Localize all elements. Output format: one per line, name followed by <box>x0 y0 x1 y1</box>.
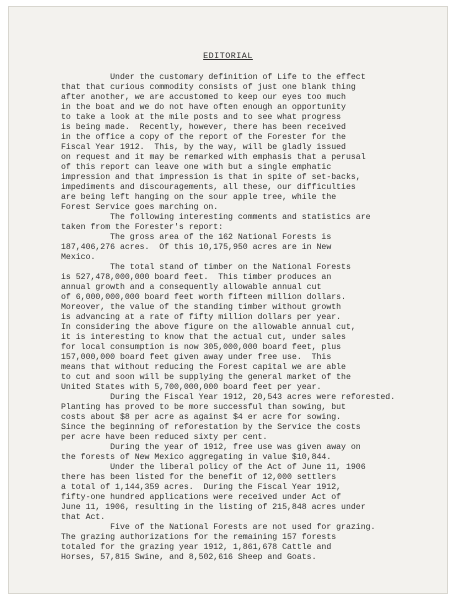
text-line: it is interesting to know that the actual cut, under sales <box>61 333 346 342</box>
text-line: that Act. <box>61 513 106 522</box>
document-page <box>8 6 448 594</box>
text-line: in the boat and we do not have often enough an opportunity <box>61 103 346 112</box>
editorial-body <box>61 73 441 563</box>
text-line: annual growth and a consequently allowable annual cut <box>61 283 322 292</box>
text-line: in the office a copy of the report of the Forester for the <box>61 133 346 142</box>
text-line: The grazing authorizations for the remaining 157 forests <box>61 533 337 542</box>
text-line: During the year of 1912, free use was given away on <box>61 443 361 452</box>
text-line: Since the beginning of reforestation by the Service the costs <box>61 423 361 432</box>
text-line: to take a look at the mile posts and to see what progress <box>61 113 342 122</box>
text-line: is advancing at a rate of fifty million dollars per year. <box>61 313 342 322</box>
text-line: 157,000,000 board feet given away under free use. This <box>61 353 332 362</box>
text-line: June 11, 1906, resulting in the listing of 215,848 acres under <box>61 503 366 512</box>
text-line: Moreover, the value of the standing timber without growth <box>61 303 342 312</box>
text-line: The gross area of the 162 National Forests is <box>61 233 332 242</box>
text-line: The following interesting comments and statistics are <box>61 213 371 222</box>
text-line: In considering the above figure on the allowable annual cut, <box>61 323 356 332</box>
text-line: fifty-one hundred applications were received under Act of <box>61 493 342 502</box>
text-line: totaled for the grazing year 1912, 1,861,678 Cattle and <box>61 543 332 552</box>
text-line: means that without reducing the Forest capital we are able <box>61 363 346 372</box>
text-line: costs about $8 per acre as against $4 er acre for sowing. <box>61 413 342 422</box>
text-line: for local consumption is now 305,000,000 board feet, plus <box>61 343 342 352</box>
text-line: Five of the National Forests are not used for grazing. <box>61 523 376 532</box>
text-line: Under the liberal policy of the Act of June 11, 1906 <box>61 463 366 472</box>
text-line: Horses, 57,815 Swine, and 8,502,616 Sheep and Goats. <box>61 553 317 562</box>
text-line: per acre have been reduced sixty per cent. <box>61 433 268 442</box>
text-line: impediments and discouragements, all these, our difficulties <box>61 183 356 192</box>
text-line: to cut and soon will be supplying the general market of the <box>61 373 351 382</box>
text-line: the forests of New Mexico aggregating in value $10,844. <box>61 453 332 462</box>
text-line: Fiscal Year 1912. This, by the way, will be gladly issued <box>61 143 346 152</box>
text-line: Under the customary definition of Life to the effect <box>61 73 366 82</box>
text-line: 187,406,276 acres. Of this 10,175,950 acres are in New <box>61 243 332 252</box>
text-line: The total stand of timber on the National Forests <box>61 263 351 272</box>
text-line: that that curious commodity consists of just one blank thing <box>61 83 356 92</box>
text-line: is 527,478,000,000 board feet. This timber produces an <box>61 273 332 282</box>
text-line: Forest Service goes marching on. <box>61 203 219 212</box>
text-line: are being left hanging on the sour apple tree, while the <box>61 193 337 202</box>
text-line: impression and that impression is that in spite of set-backs, <box>61 173 361 182</box>
text-line: of this report can leave one with but a single emphatic <box>61 163 332 172</box>
text-line: United States with 5,700,000,000 board feet per year. <box>61 383 322 392</box>
text-line: there has been listed for the benefit of 12,000 settlers <box>61 473 337 482</box>
text-line: Mexico. <box>61 253 96 262</box>
text-line: Planting has proved to be more successful than sowing, but <box>61 403 346 412</box>
text-line: During the Fiscal Year 1912, 20,543 acres were reforested. <box>61 393 396 402</box>
text-line: on request and it may be remarked with emphasis that a perusal <box>61 153 366 162</box>
text-line: after another, we are accustomed to keep our eyes too much <box>61 93 346 102</box>
text-line: taken from the Forester's report: <box>61 223 224 232</box>
text-line: a total of 1,144,359 acres. During the Fiscal Year 1912, <box>61 483 342 492</box>
page-title: EDITORIAL <box>203 51 253 61</box>
text-line: is being made. Recently, however, there has been received <box>61 123 346 132</box>
text-line: of 6,000,000,000 board feet worth fifteen million dollars. <box>61 293 346 302</box>
